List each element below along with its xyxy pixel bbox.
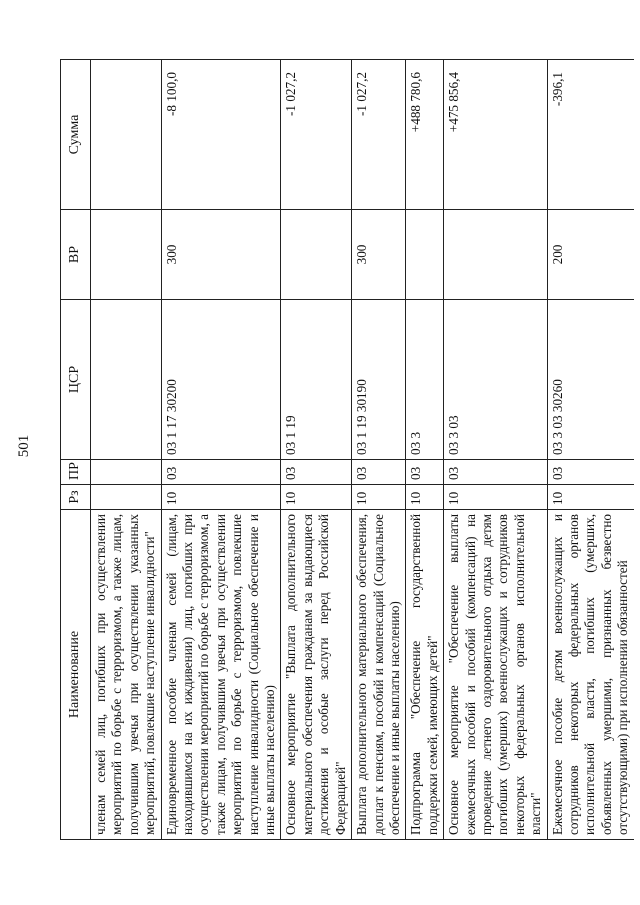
row-sum: -396,1 [547, 60, 634, 210]
table-header-row [61, 60, 91, 840]
header-rz: Рз [61, 485, 91, 510]
row-vr: 300 [161, 210, 281, 300]
header-vr: ВР [61, 210, 91, 300]
header-name: Наименование [61, 510, 91, 840]
table-row [352, 60, 406, 840]
row-csr: 03 1 17 30200 [161, 300, 281, 460]
row-vr [91, 210, 162, 300]
row-name: Основное мероприятие "Обеспечение выплаты ежемесячных пособий и пособий (компенсаций) на проведение летнего оздоровительного отдыха детям погибших (умерших) военнослужащих и сотрудников некоторых федеральных органов исполнительной власти" [444, 510, 547, 840]
row-name: Подпрограмма "Обеспечение государственной поддержки семей, имеющих детей" [406, 510, 444, 840]
row-rz: 10 [406, 485, 444, 510]
table-row [406, 60, 444, 840]
row-pr: 03 [406, 460, 444, 485]
header-sum: Сумма [61, 60, 91, 210]
row-pr: 03 [547, 460, 634, 485]
row-vr: 300 [352, 210, 406, 300]
row-vr [444, 210, 547, 300]
row-vr [281, 210, 352, 300]
row-rz: 10 [352, 485, 406, 510]
table-row [281, 60, 352, 840]
row-name: Основное мероприятие "Выплата дополнительного материального обеспечения гражданам за выдающиеся достижения и особые заслуги перед Российской Федерацией" [281, 510, 352, 840]
row-sum: +475 856,4 [444, 60, 547, 210]
row-csr: 03 3 [406, 300, 444, 460]
row-sum [91, 60, 162, 210]
row-pr: 03 [444, 460, 547, 485]
row-pr: 03 [352, 460, 406, 485]
table-row [161, 60, 281, 840]
row-csr: 03 3 03 30260 [547, 300, 634, 460]
header-pr: ПР [61, 460, 91, 485]
row-csr [91, 300, 162, 460]
row-sum: -1 027,2 [281, 60, 352, 210]
row-name: Выплата дополнительного материального обеспечения, доплат к пенсиям, пособий и компенсаций (Социальное обеспечение и иные выплаты населению) [352, 510, 406, 840]
budget-table-rotated [60, 60, 631, 840]
budget-table [60, 59, 634, 840]
row-pr [91, 460, 162, 485]
row-sum: -1 027,2 [352, 60, 406, 210]
row-sum: -8 100,0 [161, 60, 281, 210]
row-csr: 03 1 19 30190 [352, 300, 406, 460]
page-number: 501 [16, 434, 32, 458]
row-vr: 200 [547, 210, 634, 300]
row-name: членам семей лиц, погибших при осуществлении мероприятий по борьбе с терроризмом, а также лицам, получившим увечья при осуществлении указанных мероприятий, повлекшие наступление инвалидности" [91, 510, 162, 840]
row-rz: 10 [444, 485, 547, 510]
row-rz: 10 [547, 485, 634, 510]
row-rz [91, 485, 162, 510]
row-pr: 03 [161, 460, 281, 485]
table-row [444, 60, 547, 840]
row-csr: 03 3 03 [444, 300, 547, 460]
row-name: Единовременное пособие членам семей (лицам, находившимся на их иждивении) лиц, погибших при осуществлении мероприятий по борьбе с терроризмом, а также лицам, получившим увечья при осуществлении мероприятий по борьбе с терроризмом, повлекшие наступление инвалидности (Социальное обеспечение и иные выплаты населению) [161, 510, 281, 840]
row-sum: +488 780,6 [406, 60, 444, 210]
row-rz: 10 [161, 485, 281, 510]
table-row [91, 60, 162, 840]
row-rz: 10 [281, 485, 352, 510]
row-csr: 03 1 19 [281, 300, 352, 460]
table-row [547, 60, 634, 840]
row-name: Ежемесячное пособие детям военнослужащих и сотрудников некоторых федеральных органов исполнительной власти, погибших (умерших, объявленных умершими, признанных безвестно отсутствующими) при исполнении обязанностей [547, 510, 634, 840]
row-pr: 03 [281, 460, 352, 485]
header-csr: ЦСР [61, 300, 91, 460]
row-vr [406, 210, 444, 300]
